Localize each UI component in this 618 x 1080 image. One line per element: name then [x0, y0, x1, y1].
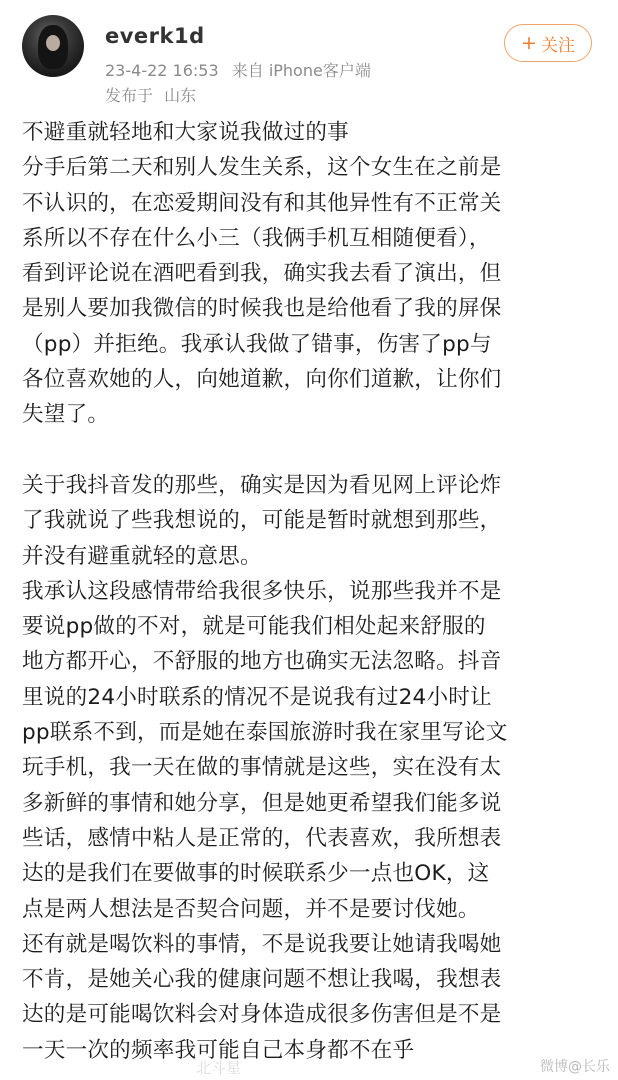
post-body [22, 115, 612, 1068]
post-text-line: 达的是可能喝饮料会对身体造成很多伤害但是不是 [22, 1002, 502, 1028]
post-text-line: 不避重就轻地和大家说我做过的事 [22, 120, 349, 145]
post-text-line: 里说的24小时联系的情况不是说我有过24小时让 [22, 684, 492, 710]
post-text-line: （pp）并拒绝。我承认我做了错事，伤害了pp与 [22, 331, 492, 357]
location-name: 山东 [164, 86, 197, 105]
post-text-line: 多新鲜的事情和她分享，但是她更希望我们能多说 [22, 790, 502, 816]
post-text-line: 不肯，是她关心我的健康问题不想让我喝，我想表 [22, 967, 502, 993]
post-text-line: 达的是我们在要做事的时候联系少一点也OK，这 [22, 861, 490, 887]
post-text-line: 并没有避重就轻的意思。 [22, 543, 262, 569]
plus-icon: + [521, 32, 537, 54]
post-source: 来自 iPhone客户端 [231, 61, 371, 80]
post-header [0, 0, 618, 112]
post-text-line: 一天一次的频率我可能自己本身都不在乎 [22, 1037, 415, 1063]
post-text-line: 点是两人想法是否契合问题，并不是要讨伐她。 [22, 896, 480, 922]
post-text-line: 地方都开心，不舒服的地方也确实无法忽略。抖音 [22, 649, 502, 675]
post-text-line: 分手后第二天和别人发生关系，这个女生在之前是 [22, 155, 502, 181]
location-prefix: 发布于 [105, 86, 154, 105]
post-text-line: 是别人要加我微信的时候我也是给他看了我的屏保 [22, 296, 502, 322]
post-text-line: pp联系不到，而是她在泰国旅游时我在家里写论文 [22, 720, 508, 746]
post-text-line: 系所以不存在什么小三（我俩手机互相随便看）， [22, 225, 491, 251]
post-text-line: 我承认这段感情带给我很多快乐，说那些我并不是 [22, 578, 502, 604]
post-text-line: 各位喜欢她的人，向她道歉，向你们道歉，让你们 [22, 367, 502, 393]
post-text-line: 失望了。 [22, 402, 110, 428]
post-text-line: 还有就是喝饮料的事情，不是说我要让她请我喝她 [22, 931, 502, 957]
post-text-line: 不认识的，在恋爱期间没有和其他异性有不正常关 [22, 190, 502, 216]
watermark-mid: 北斗星 [196, 1059, 242, 1077]
post-timestamp: 23-4-22 16:53 [105, 61, 219, 80]
post-text-line: 了我就说了些我想说的，可能是暂时就想到那些， [22, 508, 502, 534]
post-text-line: 玩手机，我一天在做的事情就是这些，实在没有太 [22, 755, 502, 781]
post-text-line: 看到评论说在酒吧看到我，确实我去看了演出，但 [22, 261, 502, 287]
post-text-line: 些话，感情中粘人是正常的，代表喜欢，我所想表 [22, 825, 502, 851]
avatar[interactable] [22, 15, 84, 77]
follow-label: 关注 [540, 35, 575, 56]
watermark: 微博@长乐 [540, 1059, 610, 1075]
post-text-line: 关于我抖音发的那些，确实是因为看见网上评论炸 [22, 472, 502, 498]
username[interactable]: everk1d [105, 24, 205, 48]
post-meta [105, 58, 379, 81]
avatar-face [46, 35, 60, 51]
follow-button[interactable] [504, 24, 592, 62]
post-location [105, 83, 202, 106]
post-text-line [22, 433, 612, 468]
post-text-line: 要说pp做的不对，就是可能我们相处起来舒服的 [22, 614, 486, 640]
